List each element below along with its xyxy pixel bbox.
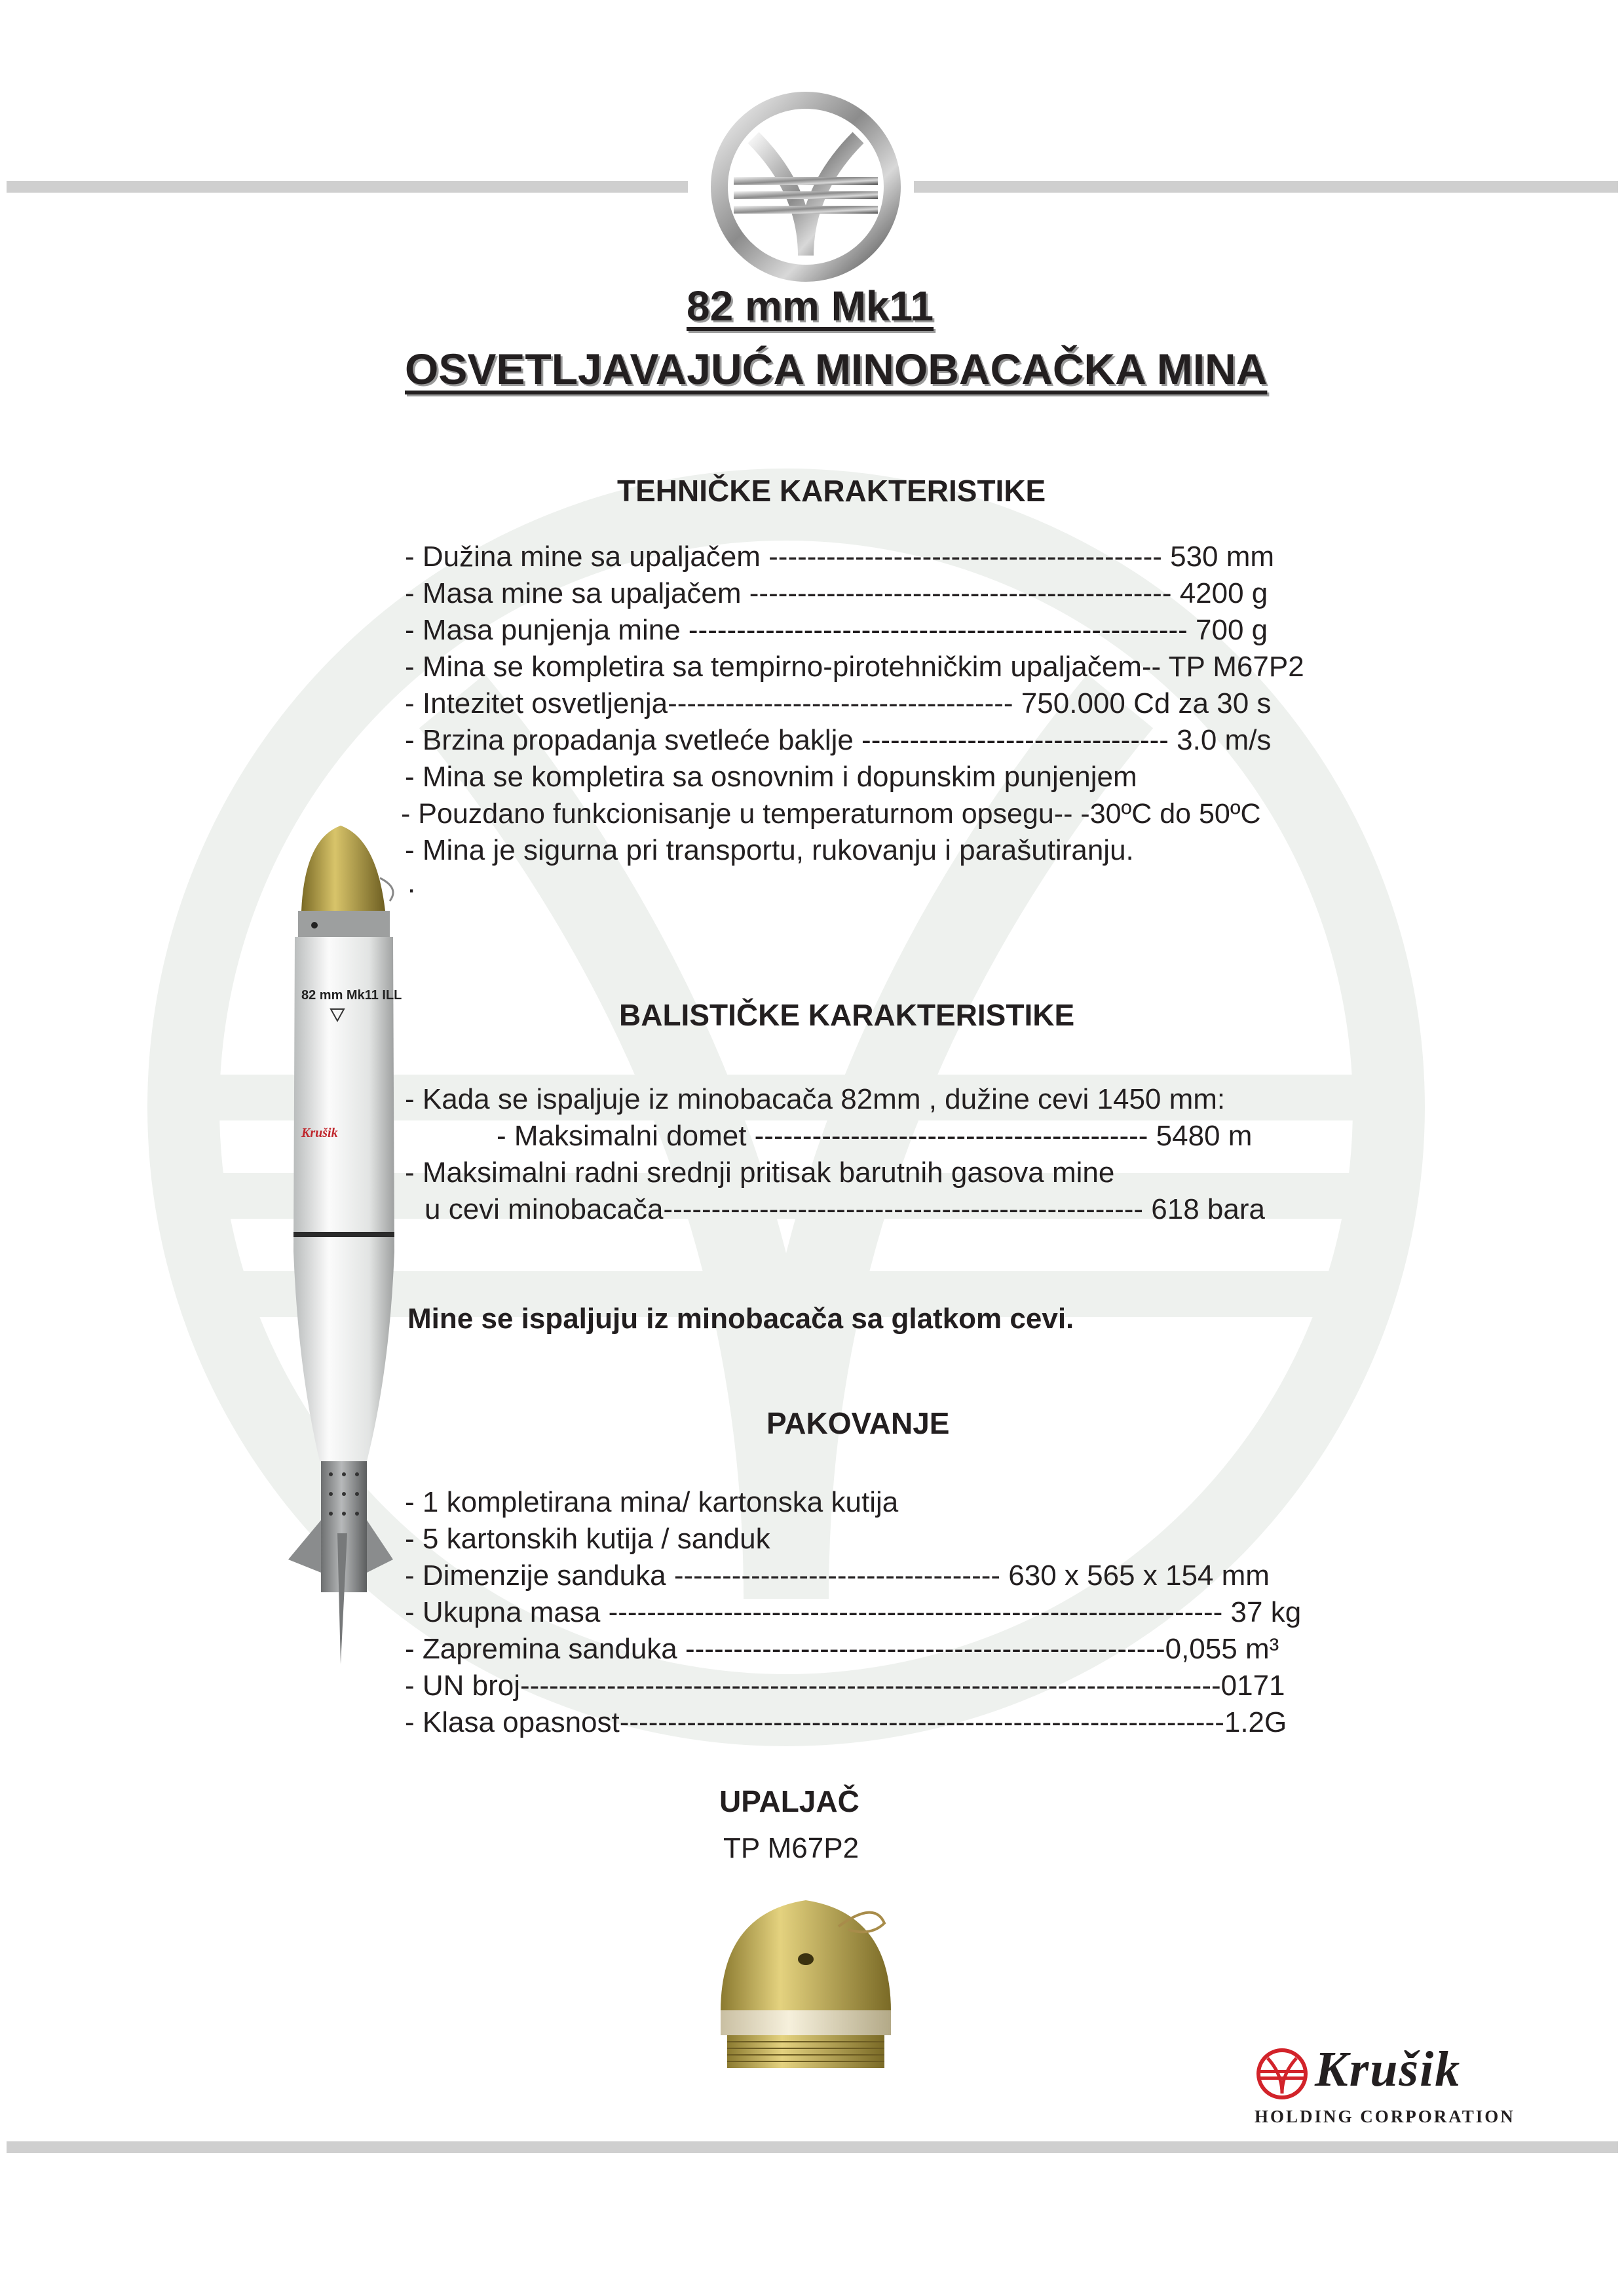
mine-photo: [275, 813, 406, 1677]
mine-brand-label: Krušik: [301, 1126, 338, 1140]
top-rule-right: [914, 181, 1618, 193]
list-item: - Maksimalni domet ----------------------------------------- 5480 m: [497, 1120, 1253, 1152]
ballistic-heading: BALISTIČKE KARAKTERISTIKE: [619, 998, 1075, 1032]
list-item: - UN broj-------------------------------------------------------------------------0171: [405, 1670, 1285, 1702]
footer-logo-icon: [1255, 2046, 1310, 2101]
packing-heading: PAKOVANJE: [766, 1406, 950, 1440]
list-item: - Mina se kompletira sa osnovnim i dopunskim punjenjem: [405, 761, 1137, 793]
fuze-heading: UPALJAČ: [719, 1784, 859, 1818]
list-item: - Masa mine sa upaljačem -------------------------------------------- 4200 g: [405, 577, 1268, 609]
list-item: - Dimenzije sanduka ---------------------------------- 630 x 565 x 154 mm: [405, 1559, 1270, 1592]
fuze-model: TP M67P2: [723, 1832, 859, 1864]
list-item: - Dužina mine sa upaljačem ----------------------------------------- 530 mm: [405, 541, 1275, 573]
list-item: - Maksimalni radni srednji pritisak barutnih gasova mine: [405, 1157, 1115, 1189]
list-item: - 5 kartonskih kutija / sanduk: [405, 1523, 770, 1555]
footer-brand-name: Krušik: [1315, 2042, 1462, 2097]
company-logo-icon: [708, 92, 904, 282]
footer-subtitle: HOLDING CORPORATION: [1255, 2107, 1515, 2126]
list-item: - Brzina propadanja svetleće baklje -------------------------------- 3.0 m/s: [405, 724, 1272, 756]
list-item: - Intezitet osvetljenja------------------------------------ 750.000 Cd za 30 s: [405, 687, 1272, 719]
list-item: .: [407, 867, 416, 899]
list-item: - Masa punjenja mine ---------------------------------------------------- 700 g: [405, 614, 1268, 646]
list-item: - Mina je sigurna pri transportu, rukovanju i parašutiranju.: [405, 834, 1134, 866]
list-item: - Pouzdano funkcionisanje u temperaturnom opsegu-- -30ºC do 50ºC: [401, 798, 1261, 830]
ballistic-note: Mine se ispaljuju iz minobacača sa glatkom cevi.: [407, 1303, 1074, 1335]
top-rule-left: [7, 181, 688, 193]
technical-heading: TEHNIČKE KARAKTERISTIKE: [617, 474, 1046, 508]
list-item: u cevi minobacača-------------------------------------------------- 618 bara: [425, 1193, 1265, 1225]
list-item: - Mina se kompletira sa tempirno-pirotehničkim upaljačem-- TP M67P2: [405, 651, 1304, 683]
list-item: - Kada se ispaljuje iz minobacača 82mm , dužine cevi 1450 mm:: [405, 1083, 1226, 1115]
bottom-rule: [7, 2141, 1618, 2153]
list-item: - Zapremina sanduka --------------------------------------------------0,055 m³: [405, 1633, 1279, 1665]
list-item: - Ukupna masa ---------------------------------------------------------------- 37 kg: [405, 1596, 1302, 1628]
title-model: 82 mm Mk11: [687, 282, 934, 330]
list-item: - 1 kompletirana mina/ kartonska kutija: [405, 1486, 899, 1518]
fuze-photo: [708, 1887, 904, 2084]
footer-brand: [1255, 2041, 1530, 2126]
mine-label: 82 mm Mk11 ILL: [301, 988, 402, 1003]
title-description: OSVETLJAVAJUĆA MINOBACAČKA MINA: [405, 345, 1268, 393]
list-item: - Klasa opasnost---------------------------------------------------------------1.2G: [405, 1706, 1287, 1738]
